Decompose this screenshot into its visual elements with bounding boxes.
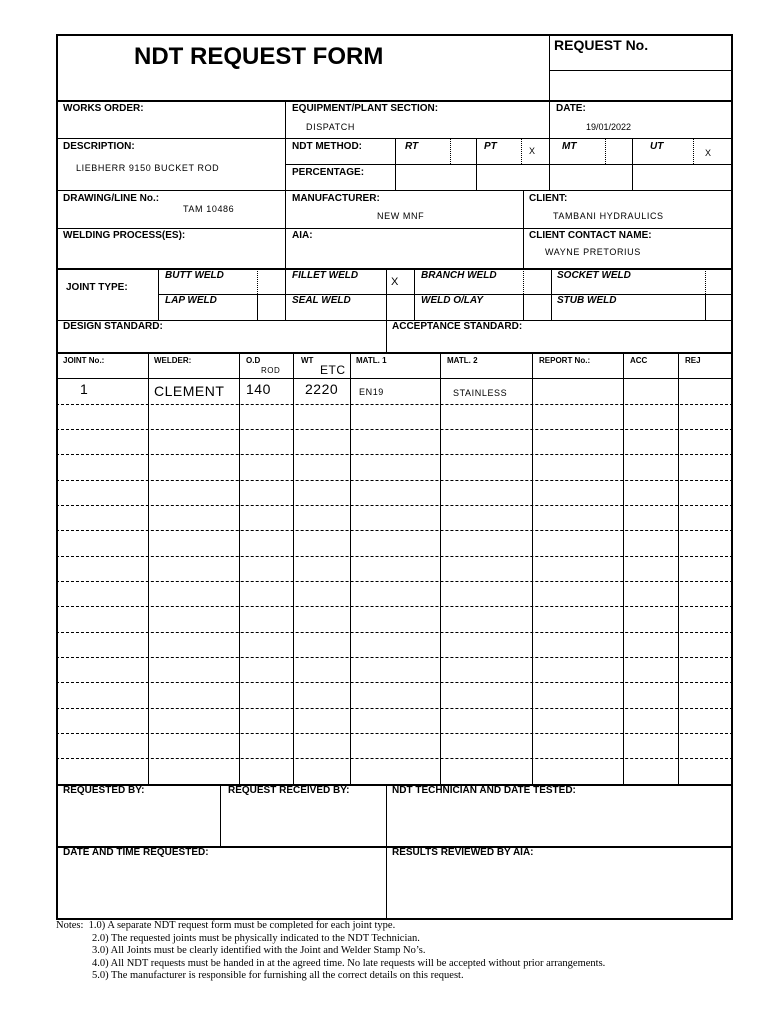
note-text-4: 4.0) All NDT requests must be handed in at the agreed time. No late requests will be accepted without prior arrangements. [92, 957, 606, 969]
vline-r3a [285, 190, 286, 268]
butt-weld-label: BUTT WELD [165, 270, 224, 281]
client-field[interactable]: TAMBANI HYDRAULICS [553, 211, 664, 221]
vline-t4 [350, 352, 351, 784]
request-no-line [549, 70, 733, 71]
ut-checkbox[interactable]: X [705, 148, 712, 158]
welding-process-label: WELDING PROCESS(ES): [63, 230, 186, 241]
equipment-label: EQUIPMENT/PLANT SECTION: [292, 103, 439, 114]
lap-weld-label: LAP WELD [165, 295, 217, 306]
manufacturer-field[interactable]: NEW MNF [377, 211, 425, 221]
vline-f1 [220, 784, 221, 846]
row-line-5 [56, 505, 733, 506]
vline-ndt2 [450, 138, 451, 164]
date-label: DATE: [556, 103, 586, 114]
drawing-label: DRAWING/LINE No.: [63, 193, 160, 204]
row-welder-cell[interactable]: CLEMENT [154, 383, 225, 399]
th-joint: JOINT No.: [63, 356, 105, 365]
branch-weld-label: BRANCH WELD [421, 270, 497, 281]
weld-olay-label: WELD O/LAY [421, 295, 484, 306]
vline-t6 [532, 352, 533, 784]
notes-prefix: Notes: [56, 920, 84, 931]
client-contact-label: CLIENT CONTACT NAME: [529, 230, 652, 241]
vline-t5 [440, 352, 441, 784]
th-matl2: MATL. 2 [447, 356, 478, 365]
line-row3 [56, 228, 733, 229]
percentage-label: PERCENTAGE: [292, 167, 365, 178]
vline-t7 [623, 352, 624, 784]
row-line-10 [56, 632, 733, 633]
ndt-method-label: NDT METHOD: [292, 141, 362, 152]
note-text-2: 2.0) The requested joints must be physically indicated to the NDT Technician. [92, 932, 420, 944]
row-matl2-cell[interactable]: STAINLESS [453, 388, 508, 398]
line-header [56, 100, 733, 102]
row-matl1-cell[interactable]: EN19 [359, 387, 384, 397]
vline-r3b [523, 190, 524, 268]
joint-type-label: JOINT TYPE: [66, 282, 128, 293]
date-field[interactable]: 19/01/2022 [586, 122, 632, 132]
note-text-3: 3.0) All Joints must be clearly identified with the Joint and Welder Stamp No’s. [92, 945, 426, 956]
note-text-1: 1.0) A separate NDT request form must be completed for each joint type. [88, 920, 396, 931]
line-row2 [56, 190, 733, 191]
row-line-15 [56, 758, 733, 759]
th-matl1: MATL. 1 [356, 356, 387, 365]
vline-j8 [705, 268, 706, 294]
row-line-13 [56, 708, 733, 709]
row-line-4 [56, 480, 733, 481]
client-label: CLIENT: [529, 193, 568, 204]
row-line-14 [56, 733, 733, 734]
pt-checkbox[interactable]: X [529, 146, 536, 156]
row-line-1 [56, 404, 733, 405]
row-od-cell[interactable]: 140 [246, 381, 271, 397]
vline-t2 [239, 352, 240, 784]
line-std [56, 352, 733, 354]
fillet-weld-label: FILLET WELD [292, 270, 359, 281]
row-line-8 [56, 581, 733, 582]
note-item-5 [56, 970, 605, 983]
requested-by-label: REQUESTED BY: [63, 785, 145, 796]
vline-j2 [257, 268, 258, 294]
th-acc: ACC [630, 356, 648, 365]
row-line-7 [56, 556, 733, 557]
form-title: NDT REQUEST FORM [134, 43, 384, 70]
row-line-3 [56, 454, 733, 455]
row-line-9 [56, 606, 733, 607]
row-joint-cell[interactable]: 1 [80, 381, 89, 397]
note-item-3 [56, 945, 605, 958]
vline-std [386, 320, 387, 352]
stub-weld-label: STUB WELD [557, 295, 617, 306]
th-welder: WELDER: [154, 356, 192, 365]
drawing-field[interactable]: TAM 10486 [183, 204, 235, 214]
vline-a [285, 100, 286, 190]
row-line-11 [56, 657, 733, 658]
equipment-field[interactable]: DISPATCH [306, 122, 355, 132]
vline-j6 [523, 268, 524, 294]
seal-weld-label: SEAL WELD [292, 295, 351, 306]
date-time-requested-label: DATE AND TIME REQUESTED: [63, 847, 209, 858]
vline-b [549, 100, 550, 138]
vline-j2b [257, 294, 258, 320]
note-item-1 [56, 920, 605, 933]
th-wt-sub: ETC [320, 363, 346, 377]
note-item-4 [56, 958, 605, 971]
technician-label: NDT TECHNICIAN AND DATE TESTED: [392, 785, 576, 796]
row-line-6 [56, 530, 733, 531]
acceptance-standard-label: ACCEPTANCE STANDARD: [392, 321, 523, 332]
vline-t8 [678, 352, 679, 784]
results-reviewed-label: RESULTS REVIEWED BY AIA: [392, 847, 534, 858]
pt-label: PT [484, 141, 497, 152]
vline-ndt6 [605, 138, 606, 164]
ut-label: UT [650, 141, 664, 152]
note-item-2 [56, 933, 605, 946]
description-field[interactable]: LIEBHERR 9150 BUCKET ROD [76, 163, 220, 173]
socket-weld-label: SOCKET WELD [557, 270, 631, 281]
row-line-12 [56, 682, 733, 683]
client-contact-field[interactable]: WAYNE PRETORIUS [545, 247, 641, 257]
mt-label: MT [562, 141, 577, 152]
rt-label: RT [405, 141, 419, 152]
vline-ndt8 [693, 138, 694, 164]
vline-j6b [523, 294, 524, 320]
th-report: REPORT No.: [539, 356, 591, 365]
note-text-5: 5.0) The manufacturer is responsible for furnishing all the correct details on this request. [92, 970, 464, 981]
vline-t3 [293, 352, 294, 784]
received-by-label: REQUEST RECEIVED BY: [228, 785, 350, 796]
description-label: DESCRIPTION: [63, 141, 135, 152]
row-wt-cell[interactable]: 2220 [305, 381, 339, 397]
request-no-label: REQUEST No. [554, 37, 649, 53]
row-line-2 [56, 429, 733, 430]
th-wt: WT [301, 356, 314, 365]
design-standard-label: DESIGN STANDARD: [63, 321, 163, 332]
vline-f2 [386, 784, 387, 920]
request-no-divider [549, 34, 550, 101]
manufacturer-label: MANUFACTURER: [292, 193, 380, 204]
fillet-weld-checkbox[interactable]: X [391, 276, 399, 288]
works-order-label: WORKS ORDER: [63, 103, 144, 114]
line-thead [56, 378, 733, 379]
line-ndt-mid [285, 164, 733, 165]
th-od: O.D [246, 356, 261, 365]
vline-j8b [705, 294, 706, 320]
vline-ndt4 [521, 138, 522, 164]
th-rej: REJ [685, 356, 701, 365]
vline-t1 [148, 352, 149, 784]
notes-block [56, 920, 605, 983]
th-od-sub: ROD [261, 366, 281, 375]
aia-label: AIA: [292, 230, 313, 241]
